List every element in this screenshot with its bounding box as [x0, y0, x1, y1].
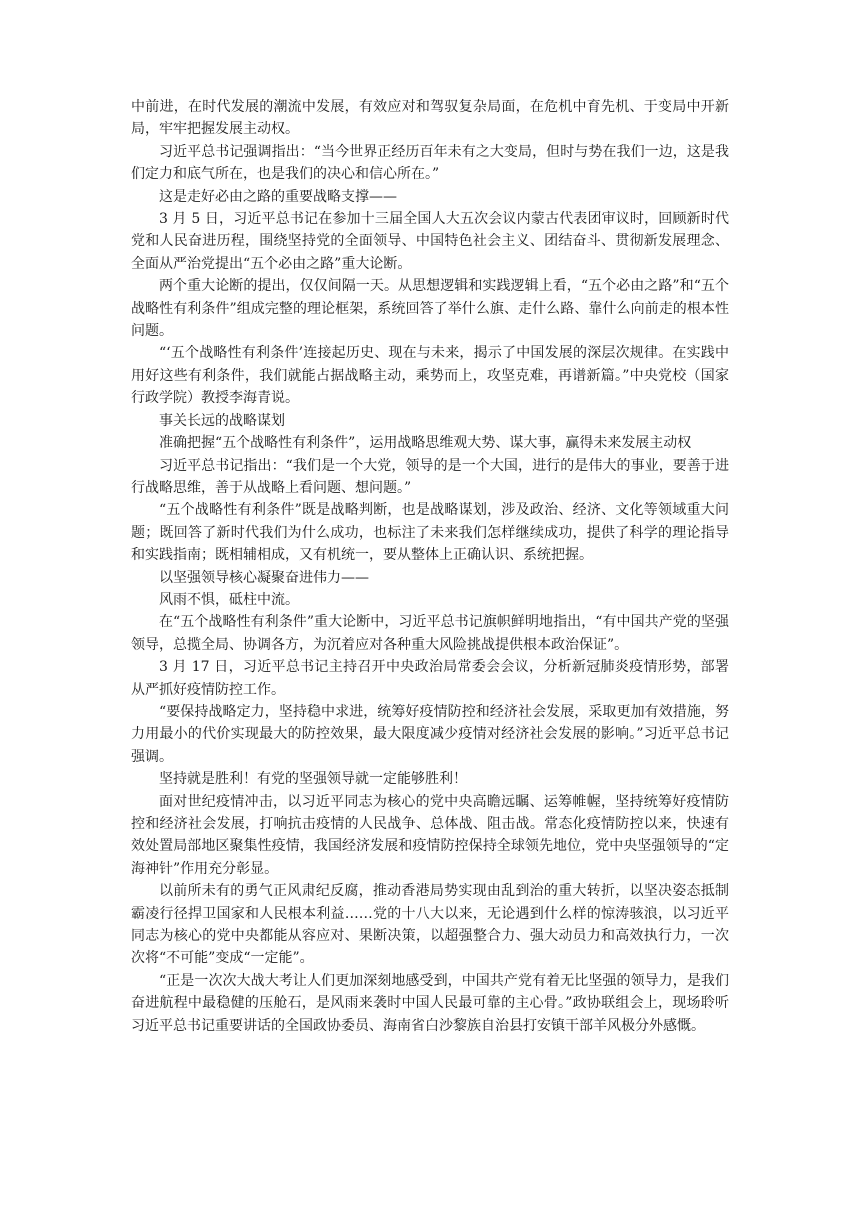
paragraph-march-5: 3 月 5 日，习近平总书记在参加十三届全国人大五次会议内蒙古代表团审议时，回顾新时代党和人民奋进历程，围绕坚持党的全面领导、中国特色社会主义、团结奋斗、贯彻新发展理念、全面从严治党提出“五个必由之路”重大论断。 — [131, 211, 729, 272]
paragraph-subheading-support: 这是走好必由之路的重要战略支撑—— — [159, 188, 397, 205]
paragraph-strategic-focus: “要保持战略定力，坚持稳中求进，统筹好疫情防控和经济社会发展，采取更加有效措施，努力用最小的代价实现最大的防控效果，最大限度减少疫情对经济社会发展的影响。”习近平总书记强调。 — [131, 703, 729, 765]
paragraph-storm: 风雨不惧，砥柱中流。 — [159, 591, 299, 608]
paragraph-party-leadership: 在“五个战略性有利条件”重大论断中，习近平总书记旗帜鲜明地指出，“有中国共产党的坚强领导，总揽全局、协调各方，为沉着应对各种重大风险挑战提供根本政治保证”。 — [131, 614, 729, 653]
paragraph-li-haiqing: “‘五个战略性有利条件’连接起历史、现在与未来，揭示了中国发展的深层次规律。在实践中用好这些有利条件，我们就能占据战略主动，乘势而上，攻坚克难，再谱新篇。”中央党校（国家行政学院）教授李海青说。 — [131, 345, 729, 407]
paragraph-pandemic: 面对世纪疫情冲击，以习近平同志为核心的党中央高瞻远瞩、运筹帷幄，坚持统筹好疫情防控和经济社会发展，打响抗击疫情的人民战争、总体战、阻击战。常态化疫情防控以来，快速有效处置局部地区聚集性疫情，我国经济发展和疫情防控保持全球领先地位，党中央坚强领导的“定海神针”作用充分彰显。 — [131, 793, 729, 877]
article-body — [131, 96, 729, 1037]
paragraph-five-conditions: “五个战略性有利条件”既是战略判断，也是战略谋划，涉及政治、经济、文化等领域重大问题；既回答了新时代我们为什么成功，也标注了未来我们怎样继续成功，提供了科学的理论指导和实践指南；既相辅相成，又有机统一，要从整体上正确认识、系统把握。 — [131, 502, 729, 564]
section-heading-strategy: 事关长远的战略谋划 — [159, 412, 285, 429]
paragraph-march-17: 3 月 17 日，习近平总书记主持召开中央政治局常委会会议，分析新冠肺炎疫情形势，部署从严抓好疫情防控工作。 — [131, 659, 729, 698]
paragraph-continuation: 中前进，在时代发展的潮流中发展，有效应对和驾驭复杂局面，在危机中育先机、于变局中开新局，牢牢把握发展主动权。 — [131, 99, 729, 138]
paragraph-anti-corruption: 以前所未有的勇气正风肃纪反腐，推动香港局势实现由乱到治的重大转折，以坚决姿态抵制霸凌行径捍卫国家和人民根本利益……党的十八大以来，无论遇到什么样的惊涛骇浪，以习近平同志为核心的党中央都能从容应对、果断决策，以超强整合力、强大动员力和高效执行力，一次次将“不可能”变成“一定能”。 — [131, 883, 729, 967]
paragraph-quote-xi: 习近平总书记强调指出：“当今世界正经历百年未有之大变局，但时与势在我们一边，这是我们定力和底气所在，也是我们的决心和信心所在。” — [131, 143, 729, 183]
paragraph-subheading-leadership: 以坚强领导核心凝聚奋进伟力—— — [159, 569, 369, 586]
paragraph-cppcc: “正是一次次大战大考让人们更加深刻地感受到，中国共产党有着无比坚强的领导力，是我们奋进航程中最稳健的压舱石，是风雨来袭时中国人民最可靠的主心骨。”政协联组会上，现场聆听习近平总书记重要讲话的全国政协委员、海南省白沙黎族自治县打安镇干部羊风极分外感慨。 — [131, 972, 729, 1034]
paragraph-strategic-thinking: 习近平总书记指出：“我们是一个大党，领导的是一个大国，进行的是伟大的事业，要善于进行战略思维，善于从战略上看问题、想问题。” — [131, 457, 729, 496]
paragraph-victory: 坚持就是胜利！有党的坚强领导就一定能够胜利！ — [159, 771, 467, 788]
section-subheading-strategy: 准确把握“五个战略性有利条件”，运用战略思维观大势、谋大事，赢得未来发展主动权 — [159, 435, 692, 452]
paragraph-two-conclusions: 两个重大论断的提出，仅仅间隔一天。从思想逻辑和实践逻辑上看，“五个必由之路”和“五个战略性有利条件”组成完整的理论框架，系统回答了举什么旗、走什么路、靠什么向前走的根本性问题。 — [131, 278, 729, 340]
